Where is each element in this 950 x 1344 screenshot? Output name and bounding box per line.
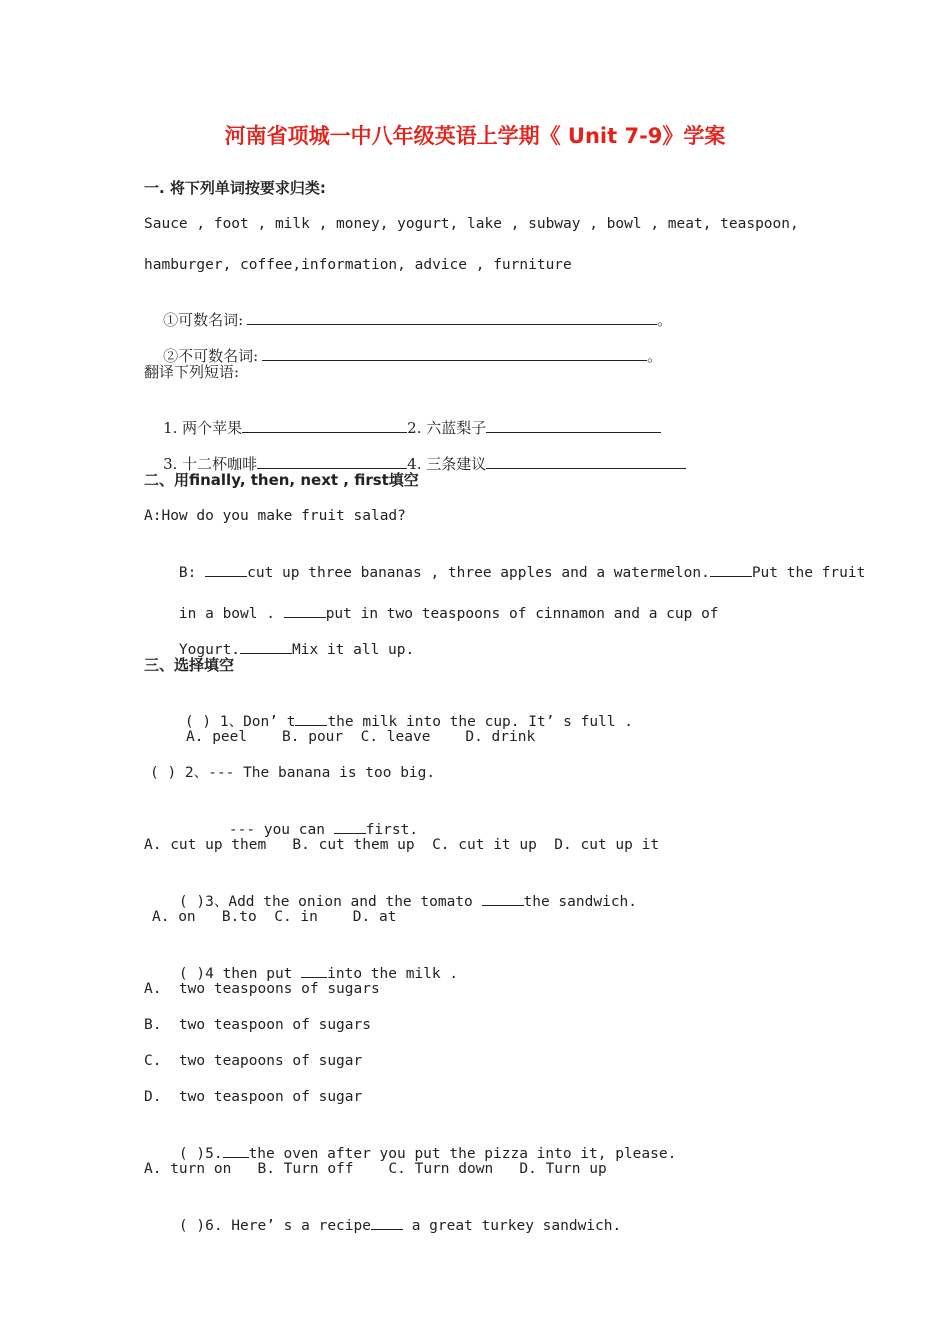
phrase-2-blank[interactable] [486,418,661,433]
blank-then[interactable] [710,562,752,577]
question-4-option-b: B. two teaspoon of sugars [144,1017,371,1033]
word-list-line-1: Sauce , foot , milk , money, yogurt, lake , subway , bowl , meat, teaspoon, [144,216,799,232]
section1-heading: 一. 将下列单词按要求归类: [144,179,326,197]
question-2-reply-b: first. [365,822,419,838]
word-list-line-2: hamburger, coffee,information, advice , furniture [144,257,572,273]
question-3-blank[interactable] [482,891,524,906]
question-5-a: ( )5. [178,1146,223,1162]
question-3-a: ( )3、Add the onion and the tomato [178,894,482,910]
question-5-blank[interactable] [223,1143,249,1158]
phrase-1: 1. 两个苹果 [163,419,243,437]
dialog-line-2-a: B: [178,565,206,581]
question-4-a: ( )4 then put [178,966,302,982]
dialog-line-2-b: cut up three bananas , three apples and a watermelon. [247,565,710,581]
phrase-4-blank[interactable] [486,454,686,469]
question-1-b: the milk into the cup. It’ s full . [327,714,633,730]
countable-label: ①可数名词: [163,311,244,329]
question-2-blank[interactable] [334,819,366,834]
question-3-options: A. on B.to C. in D. at [152,909,397,925]
question-2: ( ) 2、--- The banana is too big. [150,765,436,781]
question-1-a: ( ) 1、Don’ t [184,714,296,730]
question-6-a: ( )6. Here’ s a recipe [178,1218,371,1234]
question-4-blank[interactable] [301,963,327,978]
section3-heading: 三、选择填空 [144,656,235,674]
dialog-line-3-b: put in two teaspoons of cinnamon and a cup of [325,606,719,622]
question-4-option-c: C. two teapoons of sugar [144,1053,363,1069]
dialog-line-3-a: in a bowl . [178,606,284,622]
question-4-option-d: D. two teaspoon of sugar [144,1089,363,1105]
blank-next[interactable] [284,603,326,618]
phrase-3-blank[interactable] [257,454,407,469]
question-6-b: a great turkey sandwich. [402,1218,622,1234]
question-2-options: A. cut up them B. cut them up C. cut it up D. cut up it [144,837,660,853]
question-6-blank[interactable] [371,1215,403,1230]
countable-end: 。 [657,311,673,329]
question-1-blank[interactable] [295,711,327,726]
question-5-b: the oven after you put the pizza into it, please. [248,1146,677,1162]
phrase-3: 3. 十二杯咖啡 [163,455,258,473]
question-5-options: A. turn on B. Turn off C. Turn down D. Turn up [144,1161,607,1177]
section2-heading: 二、用finally, then, next , first填空 [144,471,419,489]
question-1-options: A. peel B. pour C. leave D. drink [186,729,536,745]
question-3-b: the sandwich. [523,894,638,910]
countable-blank[interactable] [247,310,657,325]
phrase-1-blank[interactable] [242,418,407,433]
dialog-line-2-c: Put the fruit [751,565,866,581]
dialog-line-4-b: Mix it all up. [292,642,415,658]
translate-heading: 翻译下列短语: [144,363,240,381]
uncountable-label: ②不可数名词: [163,347,259,365]
phrase-4: 4. 三条建议 [407,455,487,473]
phrase-2: 2. 六蓝梨子 [407,419,487,437]
question-2-reply-a: --- you can [228,822,334,838]
question-6 [144,1195,621,1256]
dialog-line-4-a: Yogurt. [178,642,241,658]
question-4-option-a: A. two teaspoons of sugars [144,981,380,997]
uncountable-blank[interactable] [262,346,647,361]
dialog-line-1: A:How do you make fruit salad? [144,508,406,524]
question-4-b: into the milk . [327,966,459,982]
blank-finally[interactable] [240,639,292,654]
page-title: 河南省项城一中八年级英语上学期《 Unit 7-9》学案 [224,124,726,148]
blank-first[interactable] [205,562,247,577]
uncountable-end: 。 [647,347,663,365]
